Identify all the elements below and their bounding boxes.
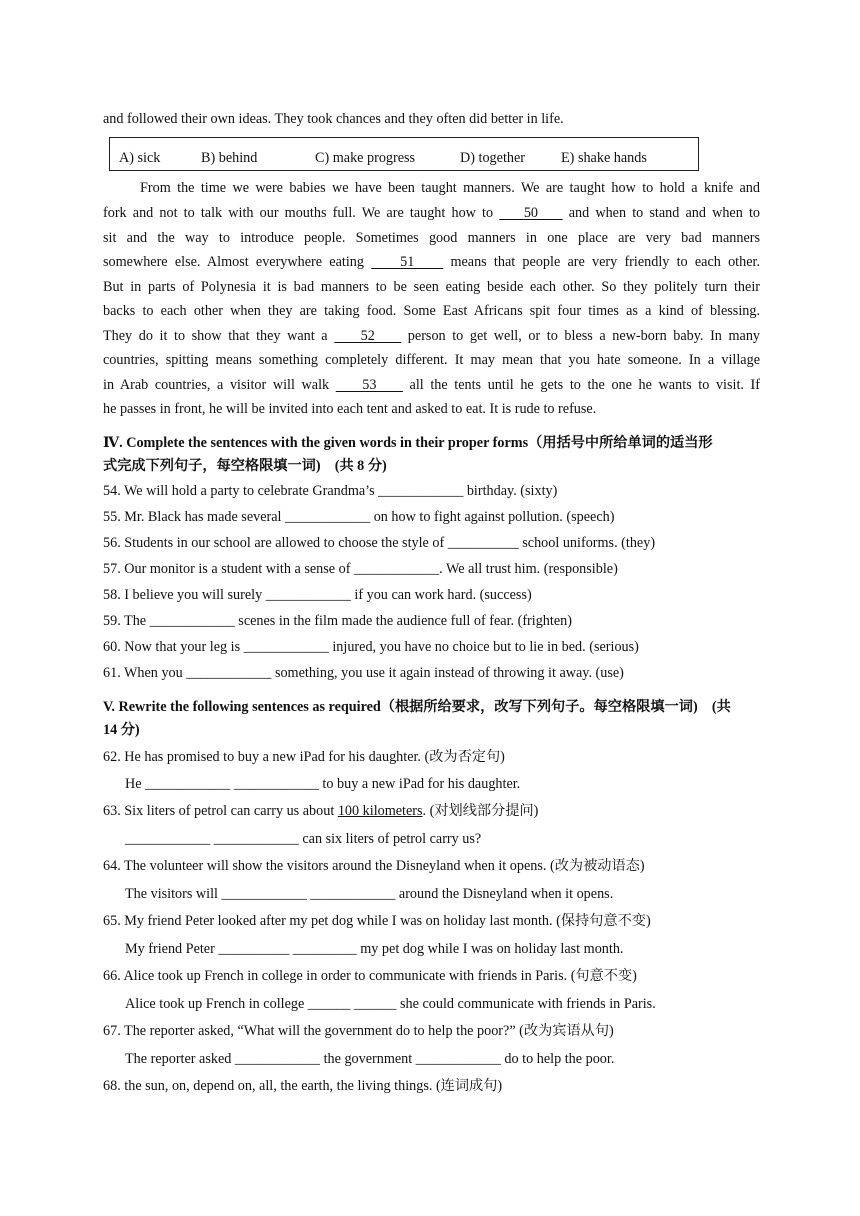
- passage-line-9: in Arab countries, a visitor will walk 53 all the tents until he gets to the one he wants to visit. If: [103, 377, 760, 393]
- question-56: 56. Students in our school are allowed to choose the style of __________ school uniforms. (they): [103, 535, 656, 551]
- blank-50[interactable]: 50: [499, 205, 563, 221]
- question-60: 60. Now that your leg is ____________ injured, you have no choice but to lie in bed. (serious): [103, 639, 639, 655]
- passage-line-6: backs to each other when they are taking food. Some East Africans spit four times as a kind of blessing.: [103, 303, 760, 319]
- underlined-phrase: 100 kilometers: [337, 803, 423, 819]
- section-5-heading-line-2: 14 分): [103, 722, 140, 738]
- passage-line-8: countries, spitting means something completely different. It may mean that you hate someone. In a village: [103, 352, 760, 368]
- blank-51[interactable]: 51: [371, 254, 444, 270]
- passage-line-3: sit and the way to introduce people. Sometimes good manners in one place are very bad manners: [103, 230, 760, 246]
- option-e: E) shake hands: [561, 150, 647, 166]
- section-4-heading-line-1: Ⅳ. Complete the sentences with the given words in their proper forms（用括号中所给单词的适当形: [103, 435, 713, 451]
- question-67: 67. The reporter asked, “What will the government do to help the poor?” (改为宾语从句): [103, 1023, 614, 1039]
- blank-53[interactable]: 53: [335, 377, 403, 393]
- question-55: 55. Mr. Black has made several ____________ on how to fight against pollution. (speech): [103, 509, 615, 525]
- option-c: C) make progress: [315, 150, 416, 166]
- question-63: 63. Six liters of petrol can carry us about 100 kilometers. (对划线部分提问): [103, 803, 539, 819]
- answer-65[interactable]: My friend Peter __________ _________ my pet dog while I was on holiday last month.: [125, 941, 624, 957]
- passage-line-7: They do it to show that they want a 52 person to get well, or to bless a new-born baby. In many: [103, 328, 761, 344]
- question-65: 65. My friend Peter looked after my pet dog while I was on holiday last month. (保持句意不变): [103, 913, 651, 929]
- question-54: 54. We will hold a party to celebrate Grandma’s ____________ birthday. (sixty): [103, 483, 558, 499]
- passage-line-2: fork and not to talk with our mouths full. We are taught how to 50 and when to stand and when to: [103, 205, 760, 221]
- blank-52[interactable]: 52: [334, 328, 402, 344]
- question-68: 68. the sun, on, depend on, all, the earth, the living things. (连词成句): [103, 1078, 503, 1094]
- question-61: 61. When you ____________ something, you use it again instead of throwing it away. (use): [103, 665, 624, 681]
- option-b: B) behind: [201, 150, 258, 166]
- question-59: 59. The ____________ scenes in the film made the audience full of fear. (frighten): [103, 613, 572, 629]
- option-a: A) sick: [119, 150, 161, 166]
- passage-line-10: he passes in front, he will be invited into each tent and asked to eat. It is rude to refuse.: [103, 401, 597, 417]
- answer-62[interactable]: He ____________ ____________ to buy a new iPad for his daughter.: [125, 776, 521, 792]
- question-64: 64. The volunteer will show the visitors around the Disneyland when it opens. (改为被动语态): [103, 858, 645, 874]
- passage-line-5: But in parts of Polynesia it is bad manners to be seen eating beside each other. So they politely turn their: [103, 279, 760, 295]
- section-5-heading-line-1: V. Rewrite the following sentences as required（根据所给要求，改写下列句子。每空格限填一词) (共: [103, 699, 731, 715]
- section-4-heading-line-2: 式完成下列句子，每空格限填一词) (共 8 分): [103, 458, 387, 474]
- answer-66[interactable]: Alice took up French in college ______ ______ she could communicate with friends in Paris.: [125, 996, 656, 1012]
- answer-63[interactable]: ____________ ____________ can six liters of petrol carry us?: [125, 831, 482, 847]
- passage-line-1: From the time we were babies we have been taught manners. We are taught how to hold a knife and: [140, 180, 760, 196]
- answer-64[interactable]: The visitors will ____________ ____________ around the Disneyland when it opens.: [125, 886, 614, 902]
- option-d: D) together: [460, 150, 526, 166]
- passage-lead-line: and followed their own ideas. They took chances and they often did better in life.: [103, 111, 564, 127]
- question-62: 62. He has promised to buy a new iPad for his daughter. (改为否定句): [103, 749, 505, 765]
- passage-line-4: somewhere else. Almost everywhere eating 51 means that people are very friendly to each other.: [103, 254, 760, 270]
- question-57: 57. Our monitor is a student with a sense of ____________. We all trust him. (responsible): [103, 561, 618, 577]
- answer-67[interactable]: The reporter asked ____________ the government ____________ do to help the poor.: [125, 1051, 615, 1067]
- question-58: 58. I believe you will surely ____________ if you can work hard. (success): [103, 587, 532, 603]
- question-66: 66. Alice took up French in college in order to communicate with friends in Paris. (句意不变): [103, 968, 637, 984]
